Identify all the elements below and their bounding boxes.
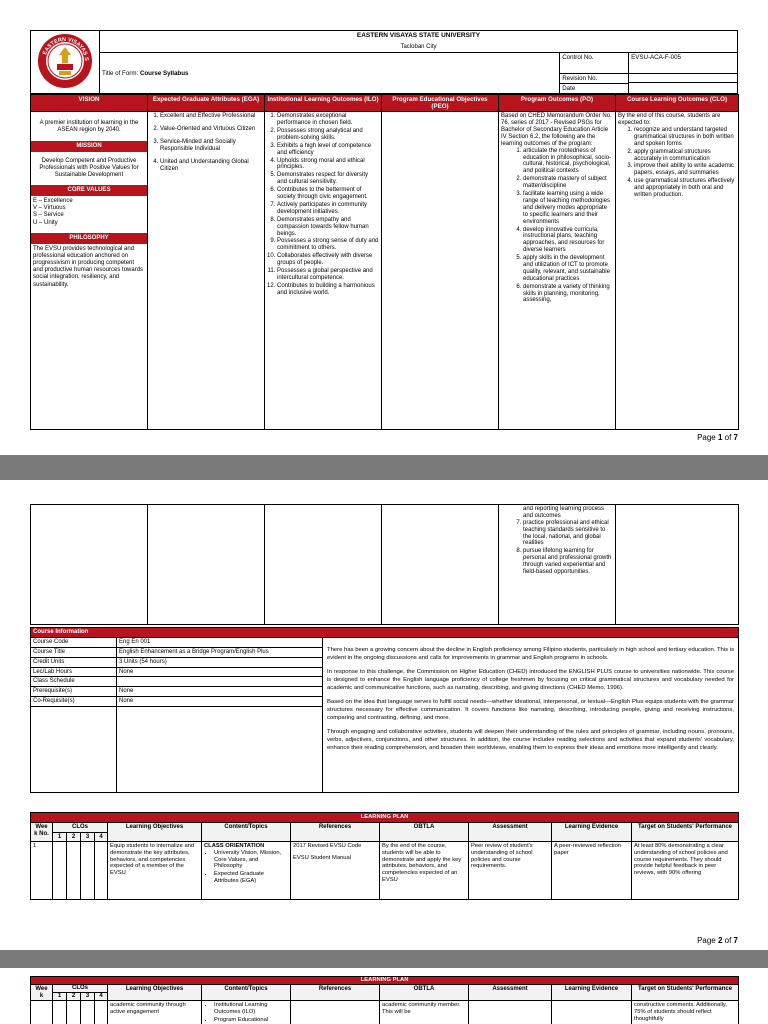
reference-item: EVSU Student Manual: [293, 855, 352, 862]
po-continued-text: and reporting learning process and outcomes: [523, 506, 605, 519]
vision-header: VISION: [31, 95, 148, 112]
ilo-item: 6. Contributes to the betterment of society through civic engagement.: [277, 187, 379, 201]
week-number: 1: [31, 842, 53, 900]
prerequisite-label: Prerequisite(s): [31, 687, 117, 697]
clo-number: 1: [53, 832, 67, 842]
po-item: 2. demonstrate mastery of subject matter/discipline: [523, 176, 613, 190]
col-header: Learning Evidence: [552, 984, 632, 1001]
corequisite-label: Co-Requisite(s): [31, 697, 117, 707]
page-1: [0, 0, 768, 455]
col-header: OBTLA: [380, 984, 469, 1001]
svg-text:EASTERN VISAYAS STATE: EASTERN VISAYAS S: [42, 36, 90, 62]
control-no-label: Control No.: [560, 53, 629, 74]
ilo-item: 8. Demonstrates empathy and compassion towards fellow human beings.: [277, 217, 379, 238]
page-number: Page 1 of 7: [697, 433, 738, 442]
col-header: References: [291, 822, 380, 842]
col-header: Target on Students' Performance: [632, 822, 739, 842]
university-seal-cell: [31, 31, 100, 94]
clo-number: 2: [67, 993, 81, 1001]
ega-header: Expected Graduate Attributes (EGA): [148, 95, 265, 112]
content-topics-cell: [202, 1001, 291, 1024]
description-paragraph: Through engaging and collaborative activities, students will deepen their understanding of the rules and principles of grammar, including nouns, pronouns, verbs, adjectives, conjunctions, and other structures. In addition, the course includes reading selections and activities that expand students' vocabulary, enhance their reading comprehension, and broaden their worldviews, enabling them to express their ideas and emotions more intelligently and clearly.: [327, 728, 735, 751]
ilo-header: Institutional Learning Outcomes (ILO): [265, 95, 382, 112]
control-no-value: EVSU-ACA-F-005: [629, 53, 738, 74]
col-header: Assessment: [469, 822, 552, 842]
obtla-cell: By the end of the course, students will be able to demonstrate and apply the key attributes, behaviors, and competencies expected of an EVSU: [380, 842, 469, 900]
university-city: Tacloban City: [99, 43, 737, 53]
description-paragraph: There has been a growing concern about the decline in English proficiency among Filipino students, particularly in high school and tertiary education. This is evident in the ongoing discussions and calls for improvements in grammar and English programs in schools.: [327, 646, 735, 661]
col-header: Content/Topics: [202, 822, 291, 842]
ilo-item: 7. Actively participates in community development initiatives.: [277, 202, 379, 216]
credit-units-label: Credit Units: [31, 657, 117, 667]
revision-no-label: Revision No.: [560, 74, 628, 84]
form-header: [30, 30, 738, 94]
outcomes-continued-table: [30, 504, 739, 625]
col-header: Learning Evidence: [552, 822, 632, 842]
ega-item: 1. Excellent and Effective Professional: [160, 113, 262, 120]
po-intro: Based on CHED Memorandum Order No. 76, series of 2017 - Revised PSGs for Bachelor of Secondary Education Article IV Section 6.2, the following are the learning outcomes of the program:: [501, 113, 612, 147]
core-value-item: V – Virtuous: [33, 205, 66, 212]
target-performance-cell: At least 80% demonstrating a clear understanding of school policies and course requirements. They should provide helpful feedback in peer reviews, with 90% offering: [632, 842, 739, 900]
clo-column: [616, 112, 739, 430]
reference-item: 2017 Revised EVSU Code: [293, 843, 362, 850]
course-code-value: Eng En 001: [117, 637, 323, 647]
learning-plan-header: LEARNING PLAN: [31, 977, 739, 985]
ilo-item: 2. Possesses strong analytical and problem-solving skills.: [277, 128, 379, 142]
vmgo-outcomes-table: [30, 94, 739, 430]
po-item: 8. pursue lifelong learning for personal and professional growth through varied experiential and field-based opportunities.: [523, 548, 613, 576]
clo-item: 1. recognize and understand targeted grammatical structures in both written and spoken forms: [634, 127, 736, 148]
clo-item: 2. apply grammatical structures accurately in communication: [634, 149, 736, 163]
ilo-item: 12. Contributes to building a harmonious and inclusive world.: [277, 283, 379, 297]
form-title-label: Title of Form:: [101, 69, 139, 77]
core-values-list: [31, 196, 147, 229]
peo-header: Program Educational Objectives (PEO): [382, 95, 499, 112]
week-header: Wee k: [31, 984, 53, 1001]
po-item: 1. articulate the rootedness of education in philosophical, socio-cultural, historical, psychological, and political contexts: [523, 148, 613, 176]
class-schedule-value: [117, 677, 323, 687]
ilo-item: 1. Demonstrates exceptional performance in chosen field.: [277, 113, 379, 127]
page-3: [0, 968, 768, 1024]
revision-date-labels: [560, 73, 629, 93]
description-paragraph: In response to this challenge, the Commission on Higher Education (CHED) introduced the ENGLISH PLUS course to universities nationwide. This course is designed to enhance the English language proficiency of college freshmen by focusing on critical grammatical structures and vocabulary needed for academic and communicative functions, such as narrating, describing, and giving directions (CHED Memo, 1996).: [327, 668, 735, 691]
ilo-item: 3. Exhibits a high level of competence and efficiency: [277, 143, 379, 157]
week-header: Wee k No.: [31, 822, 53, 842]
po-item: 6. demonstrate a variety of thinking skills in planning, monitoring, assessing,: [523, 284, 613, 305]
po-header: Program Outcomes (PO): [499, 95, 616, 112]
obtla-cell: academic community member. This will be: [380, 1001, 469, 1024]
clo-header: Course Learning Outcomes (CLO): [616, 95, 739, 112]
form-title-value: Course Syllabus: [139, 69, 189, 77]
clos-header: CLOs: [53, 822, 108, 832]
lec-lab-hours-value: None: [117, 667, 323, 677]
mission-text: Develop Competent and Productive Professionals with Positive Values for Sustainable Development: [39, 157, 139, 178]
revision-date-values: [629, 73, 738, 93]
learning-objectives-cell: Equip students to internalize and demonstrate the key attributes, behaviors, and competencies expected of a member of the EVSU: [108, 842, 202, 900]
mission-header: MISSION: [31, 141, 147, 152]
assessment-cell: Peer review of student's understanding of school policies and course requirements.: [469, 842, 552, 900]
form-title: [99, 53, 559, 94]
clos-header: CLOs: [53, 984, 108, 992]
content-item: • Institutional Learning Outcomes (ILO): [214, 1002, 288, 1015]
ilo-column: [265, 112, 382, 430]
core-values-header: CORE VALUES: [31, 185, 147, 196]
learning-plan-header: LEARNING PLAN: [31, 813, 739, 823]
content-item: • Expected Graduate Attributes (EGA): [214, 871, 288, 884]
ilo-item: 9. Possesses a strong sense of duty and commitment to others.: [277, 238, 379, 252]
clo-number: 3: [81, 993, 95, 1001]
vision-column: [31, 112, 148, 430]
po-item: 4. develop innovative curricula, instructional plans, teaching approaches, and resources for diverse learners: [523, 227, 613, 255]
clo-number: 3: [81, 832, 95, 842]
col-header: Content/Topics: [202, 984, 291, 1001]
ilo-item: 10. Collaborates effectively with diverse groups of people.: [277, 253, 379, 267]
prerequisite-value: None: [117, 687, 323, 697]
philosophy-header: PHILOSOPHY: [31, 233, 147, 244]
ilo-item: 11. Possesses a global perspective and intercultural competence.: [277, 268, 379, 282]
credit-units-value: 3 Units (54 hours): [117, 657, 323, 667]
ilo-item: 5. Demonstrates respect for diversity and cultural sensitivity.: [277, 172, 379, 186]
clo-number: 2: [67, 832, 81, 842]
content-heading: CLASS ORIENTATION: [204, 843, 265, 850]
po-item: 5. apply skills in the development and utilization of ICT to promote quality, relevant, and sustainable educational practices: [523, 255, 613, 283]
core-value-item: U – Unity: [33, 219, 58, 226]
course-title-value: English Enhancement as a Bridge Program/English Plus: [117, 647, 323, 657]
core-value-item: E – Excellence: [33, 197, 73, 204]
clo-number: 1: [53, 993, 67, 1001]
po-item: 3. facilitate learning using a wide range of teaching methodologies and delivery modes appropriate to specific learners and their environments: [523, 191, 613, 225]
university-seal-logo: [37, 33, 93, 89]
content-item: • Program Educational: [214, 1017, 288, 1024]
ega-item: 4. United and Understanding Global Citizen: [160, 159, 262, 173]
page-2: [0, 480, 768, 950]
peo-column: [382, 112, 499, 430]
references-cell: [291, 842, 380, 900]
clo-item: 4. use grammatical structures effectively and appropriately in both oral and written production.: [634, 178, 736, 199]
po-column: [499, 112, 616, 430]
col-header: Assessment: [469, 984, 552, 1001]
col-header: OBTLA: [380, 822, 469, 842]
page-number: Page 2 of 7: [697, 936, 738, 945]
university-name: EASTERN VISAYAS STATE UNIVERSITY: [99, 31, 737, 43]
vision-text: A premier institution of learning in the ASEAN region by 2040.: [39, 120, 139, 134]
po-column-continued: [499, 505, 616, 625]
clo-number: 4: [95, 832, 108, 842]
learning-evidence-cell: A peer-reviewed reflection paper: [552, 842, 632, 900]
ilo-item: 4. Upholds strong moral and ethical principles.: [277, 158, 379, 172]
col-header: Target on Students' Performance: [632, 984, 739, 1001]
ega-column: [148, 112, 265, 430]
content-item: • University Vision, Mission, Core Values, and Philosophy: [214, 850, 288, 870]
po-item: 7. practice professional and ethical teaching standards sensitive to the local, national, and global realities: [523, 520, 613, 548]
philosophy-text: The EVSU provides technological and professional education anchored on progressivism in producing competent and productive human resources towards social integration, resiliency, and sustainability.: [33, 245, 144, 288]
class-schedule-label: Class Schedule: [31, 677, 117, 687]
core-value-item: S – Service: [33, 212, 64, 219]
content-topics-cell: [202, 842, 291, 900]
description-paragraph: Based on the idea that language serves to fulfill social needs—whether ideational, interpersonal, or textual—English Plus equips students with the grammar structures necessary for effective communication. It covers functions like narrating, describing, introducing people, giving and receiving instructions, comparing and contrasting, defining, and more.: [327, 698, 735, 721]
col-header: References: [291, 984, 380, 1001]
learning-plan-table-continued: [30, 976, 739, 1024]
col-header: Learning Objectives: [108, 984, 202, 1001]
course-info-header: Course Information: [31, 628, 739, 638]
clo-intro: By the end of this course, students are expected to:: [618, 113, 721, 127]
date-label: Date: [562, 85, 576, 92]
target-performance-cell: constructive comments. Additionally, 75% of students should reflect thoughtfully: [632, 1001, 739, 1024]
course-code-label: Course Code: [31, 637, 117, 647]
clo-number: 4: [95, 993, 108, 1001]
lec-lab-hours-label: Lec/Lab Hours: [31, 667, 117, 677]
ega-item: 3. Service-Minded and Socially Responsible Individual: [160, 139, 262, 153]
learning-objectives-cell: academic community through active engagement: [108, 1001, 202, 1024]
course-info-table: [30, 627, 739, 793]
corequisite-value: None: [117, 697, 323, 707]
clo-item: 3. improve their ability to write academic papers, essays, and summaries: [634, 163, 736, 177]
course-description: [323, 637, 739, 792]
course-title-label: Course Title: [31, 647, 117, 657]
learning-plan-table: [30, 812, 739, 900]
ega-item: 2. Value-Oriented and Virtuous Citizen: [160, 126, 262, 133]
col-header: Learning Objectives: [108, 822, 202, 842]
